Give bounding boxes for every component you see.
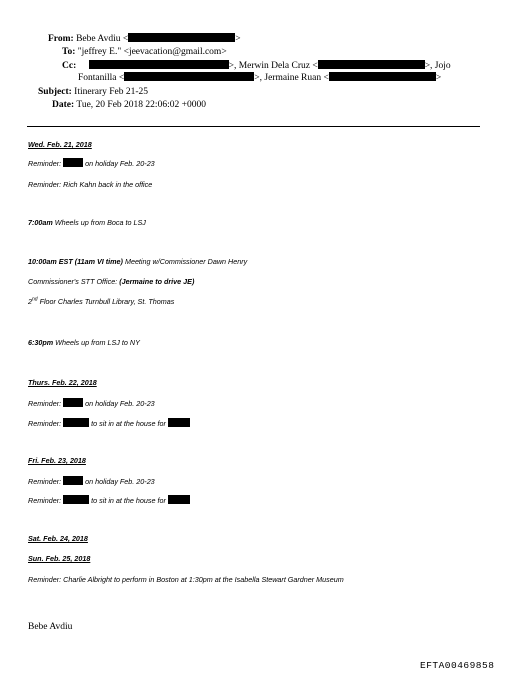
redaction-box [63, 476, 83, 485]
date-label: Date: [52, 100, 75, 110]
redaction-box [168, 495, 190, 504]
redaction-box [124, 72, 254, 81]
subject-label: Subject: [38, 87, 72, 97]
redaction-box [168, 418, 190, 427]
reminder-line: Reminder: on holiday Feb. 20-23 [28, 399, 155, 408]
reminder-line: Reminder: to sit in at the house for [28, 495, 190, 505]
from-name: Bebe Avdiu < [76, 34, 129, 44]
date-value: Tue, 20 Feb 2018 22:06:02 +0000 [76, 100, 206, 110]
from-label: From: [48, 34, 74, 44]
subject-value: Itinerary Feb 21-25 [74, 87, 149, 97]
redaction-box [318, 60, 425, 69]
redaction-box [63, 398, 83, 407]
subject-row [38, 86, 148, 98]
header-divider [27, 126, 480, 127]
day-heading: Fri. Feb. 23, 2018 [28, 456, 86, 465]
day-heading: Sun. Feb. 25, 2018 [28, 554, 91, 563]
cc-label: Cc: [62, 61, 77, 71]
redaction-box [89, 60, 229, 69]
cc-line2-start: Fontanilla < [78, 73, 125, 83]
to-row [62, 46, 227, 58]
redaction-box [329, 72, 436, 81]
reminder-line: Reminder: to sit in at the house for [28, 418, 190, 428]
schedule-line: 10:00am EST (11am VI time) Meeting w/Commissioner Dawn Henry [28, 257, 248, 266]
schedule-line: Commissioner's STT Office: (Jermaine to drive JE) [28, 277, 195, 286]
cc-text-4: > [435, 73, 442, 83]
to-value: "jeffrey E." <jeevacation@gmail.com> [77, 47, 227, 57]
redaction-box [63, 158, 83, 167]
cc-text-3: >, Jermaine Ruan < [254, 73, 329, 83]
signature: Bebe Avdiu [28, 622, 73, 632]
redaction-box [63, 495, 89, 504]
schedule-line: 7:00am Wheels up from Boca to LSJ [28, 218, 146, 227]
schedule-line: 6:30pm Wheels up from LSJ to NY [28, 338, 140, 347]
day-heading: Wed. Feb. 21, 2018 [28, 140, 92, 149]
cc-row-continued [78, 72, 441, 84]
reminder-line: Reminder: Charlie Albright to perform in Boston at 1:30pm at the Isabella Stewart Gardner Museum [28, 575, 344, 584]
day-heading: Sat. Feb. 24, 2018 [28, 534, 88, 543]
redaction-box [128, 33, 235, 42]
to-label: To: [62, 47, 76, 57]
cc-row [62, 60, 451, 72]
reminder-line: Reminder: Rich Kahn back in the office [28, 180, 153, 189]
reminder-line: Reminder: on holiday Feb. 20-23 [28, 477, 155, 486]
reminder-line: Reminder: on holiday Feb. 20-23 [28, 159, 155, 168]
date-row [52, 99, 206, 111]
cc-text-1: >, Merwin Dela Cruz < [228, 61, 318, 71]
document-id: EFTA00469858 [420, 660, 495, 671]
schedule-line: 2nd Floor Charles Turnbull Library, St. Thomas [28, 296, 175, 306]
redaction-box [63, 418, 89, 427]
day-heading: Thurs. Feb. 22, 2018 [28, 378, 97, 387]
cc-text-2: >, Jojo [424, 61, 451, 71]
from-row: From: Bebe Avdiu < > [48, 34, 241, 44]
